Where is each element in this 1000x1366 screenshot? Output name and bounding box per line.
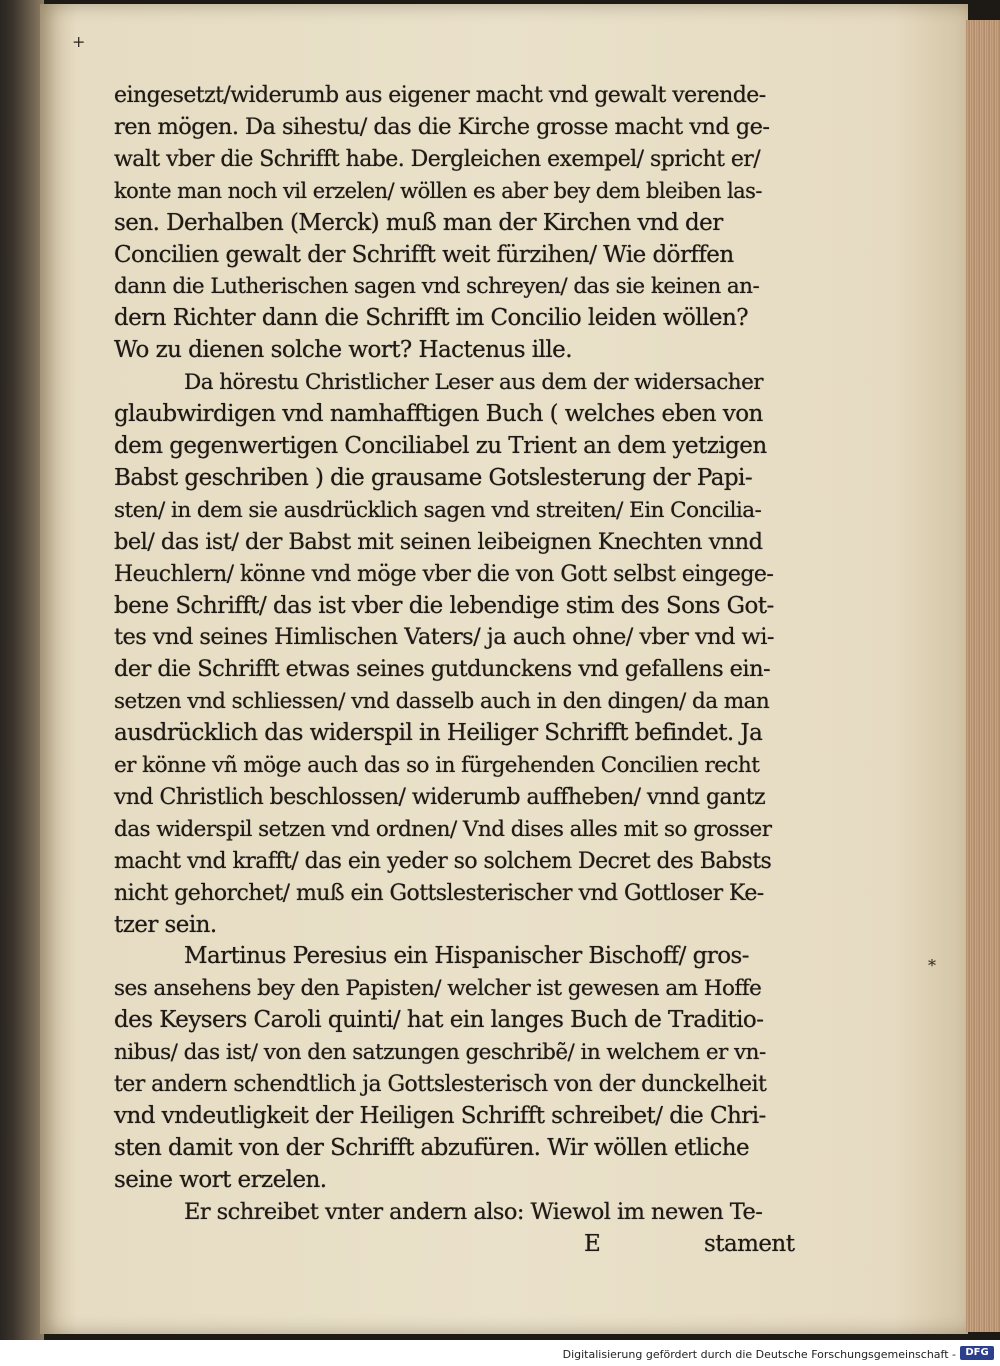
page-text-block [114, 80, 795, 1261]
book-binding-edge [0, 0, 44, 1340]
text-line-paragraph-start: Martinus Peresius ein Hispanischer Bischoff/ gros- [184, 943, 749, 970]
text-line: sen. Derhalben (Merck) muß man der Kirchen vnd der [114, 209, 723, 236]
text-line-paragraph-start: Er schreibet vnter andern also: Wiewol im newen Te- [184, 1198, 763, 1225]
text-line: er könne vñ möge auch das so in fürgehenden Concilien recht [114, 753, 760, 779]
dfg-logo: DFG [960, 1346, 994, 1360]
text-line: eingesetzt/widerumb aus eigener macht vnd gewalt verende- [114, 83, 766, 108]
text-line: dern Richter dann die Schrifft im Concilio leiden wöllen? [114, 305, 749, 332]
text-line: vnd Christlich beschlossen/ widerumb auffheben/ vnnd gantz [114, 784, 766, 810]
text-line: tzer sein. [114, 911, 217, 938]
catchword-row [114, 1229, 795, 1261]
text-line: nicht gehorchet/ muß ein Gottslesterischer vnd Gottloser Ke- [114, 880, 764, 906]
signature-mark: E [584, 1230, 601, 1257]
text-line: glaubwirdigen vnd namhafftigen Buch ( welches eben von [114, 401, 763, 428]
text-line: seine wort erzelen. [114, 1166, 327, 1193]
text-line: nibus/ das ist/ von den satzungen geschribẽ/ in welchem er vn- [114, 1040, 766, 1066]
footer-credit: Digitalisierung gefördert durch die Deutsche Forschungsgemeinschaft - [562, 1348, 956, 1361]
page-fore-edge [966, 20, 1000, 1332]
text-line: Babst geschriben ) die grausame Gotslesterung der Papi- [114, 464, 753, 491]
text-line: sten/ in dem sie ausdrücklich sagen vnd streiten/ Ein Concilia- [114, 497, 762, 523]
top-margin-mark: + [72, 32, 86, 51]
text-line: bene Schrifft/ das ist vber die lebendige stim des Sons Got- [114, 592, 774, 619]
text-line: bel/ das ist/ der Babst mit seinen leibeignen Knechten vnnd [114, 528, 763, 555]
text-line: vnd vndeutligkeit der Heiligen Schrifft schreibet/ die Chri- [114, 1103, 766, 1129]
text-line: der die Schrifft etwas seines gutdunckens vnd gefallens ein- [114, 656, 771, 683]
text-line: das widerspil setzen vnd ordnen/ Vnd dises alles mit so grosser [114, 816, 772, 842]
text-line-paragraph-start: Da hörestu Christlicher Leser aus dem der widersacher [184, 370, 763, 396]
text-line: tes vnd seines Himlischen Vaters/ ja auch ohne/ vber vnd wi- [114, 624, 774, 651]
text-line: ausdrücklich das widerspil in Heiliger Schrifft befindet. Ja [114, 720, 763, 747]
text-line: Heuchlern/ könne vnd möge vber die von Gott selbst eingege- [114, 561, 774, 587]
text-line: macht vnd krafft/ das ein yeder so solchem Decret des Babsts [114, 848, 772, 874]
side-margin-mark: * [928, 956, 936, 975]
text-line: des Keysers Caroli quinti/ hat ein langes Buch de Traditio- [114, 1007, 764, 1034]
text-line: sten damit von der Schrifft abzufüren. Wir wöllen etliche [114, 1134, 750, 1161]
text-line: Wo zu dienen solche wort? Hactenus ille. [114, 337, 572, 364]
text-line: ter andern schendtlich ja Gottslesterisch von der dunckelheit [114, 1072, 767, 1098]
text-line: konte man noch vil erzelen/ wöllen es aber bey dem bleiben las- [114, 178, 762, 203]
catchword: stament [704, 1230, 795, 1257]
text-line: walt vber die Schrifft habe. Dergleichen exempel/ spricht er/ [114, 146, 761, 172]
text-line: setzen vnd schliessen/ vnd dasselb auch in den dingen/ da man [114, 689, 770, 715]
text-line: dann die Lutherischen sagen vnd schreyen/ das sie keinen an- [114, 274, 760, 300]
text-line: ses ansehens bey den Papisten/ welcher ist gewesen am Hoffe [114, 976, 762, 1002]
text-line: Concilien gewalt der Schrifft weit fürzihen/ Wie dörffen [114, 241, 734, 268]
text-line: dem gegenwertigen Conciliabel zu Trient an dem yetzigen [114, 432, 767, 459]
text-line: ren mögen. Da sihestu/ das die Kirche grosse macht vnd ge- [114, 113, 770, 140]
